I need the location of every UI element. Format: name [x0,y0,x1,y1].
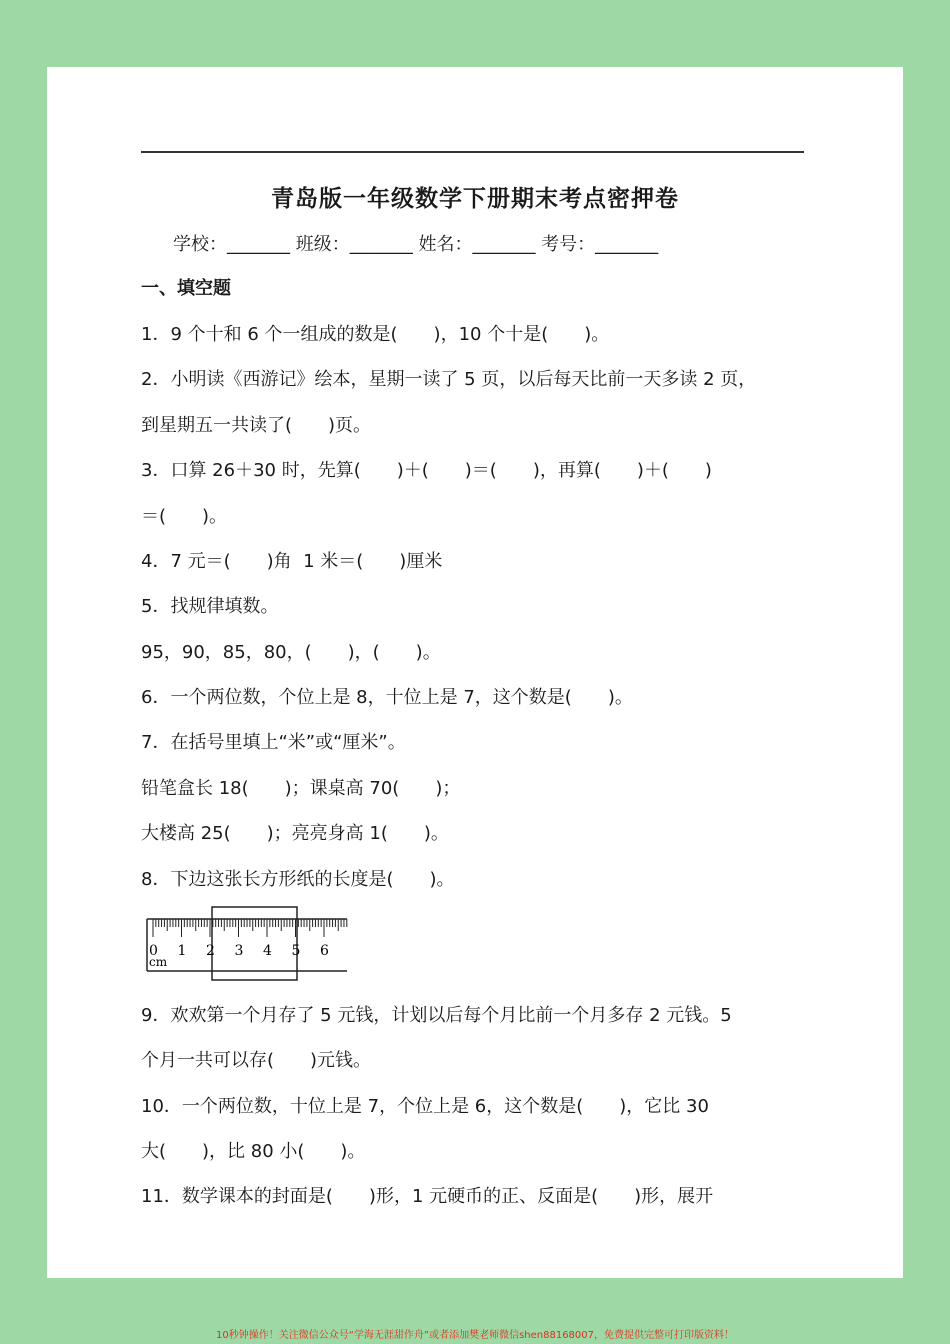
question-line: 10．一个两位数，十位上是 7，个位上是 6，这个数是( )，它比 30 [141,1096,709,1117]
question-line: 1．9 个十和 6 个一组成的数是( )，10 个十是( )。 [141,324,610,345]
ruler-number: 2 [206,943,215,959]
question-line: 9．欢欢第一个月存了 5 元钱，计划以后每个月比前一个月多存 2 元钱。5 [141,1005,732,1026]
question-line: 11．数学课本的封面是( )形，1 元硬币的正、反面是( )形，展开 [141,1186,714,1207]
question-line: 3．口算 26＋30 时，先算( )＋( )＝( )，再算( )＋( ) [141,460,712,481]
ruler-ticks [153,919,347,937]
question-line: 4．7 元＝( )角 1 米＝( )厘米 [141,551,443,572]
header-rule [141,151,804,153]
ruler-number: 4 [263,943,272,959]
question-line: 大楼高 25( )；亮亮身高 1( )。 [141,823,449,844]
ruler-number: 1 [177,943,187,959]
ruler-number: 3 [234,943,244,959]
ruler-numbers [149,943,329,959]
paper-rectangle [212,907,297,980]
question-line: 大( )，比 80 小( )。 [141,1141,366,1162]
question-line: 6．一个两位数，个位上是 8，十位上是 7，这个数是( )。 [141,687,633,708]
page-title: 青岛版一年级数学下册期末考点密押卷 [271,186,679,212]
student-info-line: 学校：_______ 班级：_______ 姓名：_______ 考号：_______ [173,234,659,255]
exam-paper [47,67,903,1278]
question-line: 铅笔盒长 18( )；课桌高 70( )； [141,778,461,799]
ruler-number: 5 [291,943,301,959]
ruler-unit: cm [149,955,168,969]
question-line: ＝( )。 [141,506,228,527]
question-line: 7．在括号里填上“米”或“厘米”。 [141,732,406,753]
question-line: 2．小明读《西游记》绘本，星期一读了 5 页，以后每天比前一天多读 2 页， [141,369,757,390]
ruler-number: 0 [149,943,158,959]
ruler-figure [145,905,357,985]
question-line: 5．找规律填数。 [141,596,279,617]
question-line: 到星期五一共读了( )页。 [141,415,372,436]
ruler-number: 6 [320,943,329,959]
question-line: 个月一共可以存( )元钱。 [141,1050,372,1071]
footer-notice: 10秒钟操作！关注微信公众号“学海无涯甜作舟”或者添加樊老师微信shen88168007，免费提供完整可打印版资料！ [215,1330,735,1341]
section-title: 一、填空题 [141,278,231,299]
question-line: 95，90，85，80，( )，( )。 [141,642,441,663]
question-line: 8．下边这张长方形纸的长度是( )。 [141,869,455,890]
